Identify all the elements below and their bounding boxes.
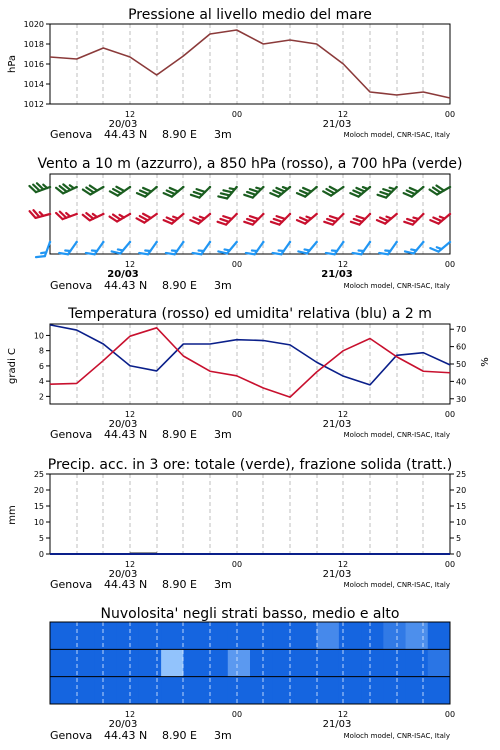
pressure-xtick-4: 00: [444, 110, 456, 119]
cloud-cell-basso: [272, 677, 295, 705]
temperature-date-1: 20/03: [108, 419, 138, 430]
cloud-cell-medio: [294, 649, 317, 677]
wind-barb-700hpa: [191, 180, 212, 201]
pressure-ytick-label: 1020: [23, 20, 44, 29]
cloud-date-2: 21/03: [322, 719, 352, 730]
pressure-panel: [7, 7, 455, 141]
wind-barb-10m-shaft: [361, 242, 370, 254]
location-altitude: 3m: [214, 128, 232, 141]
cloud-cell-alto: [383, 622, 406, 650]
wind-barb-10m: [246, 236, 265, 258]
wind-barb-10m-shaft: [335, 242, 344, 254]
precipitation-right-ytick-label: 25: [456, 470, 467, 479]
cloud-cell-alto: [161, 622, 184, 650]
model-credit: Moloch model, CNR-ISAC, Italy: [343, 282, 450, 290]
precipitation-plot-area: [34, 470, 466, 559]
cloud-xtick-4: 00: [444, 710, 456, 719]
wind-barb-700hpa: [404, 180, 425, 200]
location-lat: 44.43 N: [104, 428, 148, 441]
wind-location-line: [50, 279, 450, 292]
location-lon: 8.90 E: [162, 128, 197, 141]
model-credit: Moloch model, CNR-ISAC, Italy: [343, 732, 450, 740]
cloud-cell-medio: [428, 649, 451, 677]
cloud-cell-basso: [72, 677, 95, 705]
wind-barb-10m: [139, 236, 158, 258]
cloud-cell-medio: [317, 649, 340, 677]
cloud-plot-area: [50, 622, 451, 705]
location-lat: 44.43 N: [104, 279, 148, 292]
model-credit: Moloch model, CNR-ISAC, Italy: [343, 581, 450, 589]
cloud-cell-medio: [50, 649, 73, 677]
wind-barb-850hpa: [83, 206, 105, 223]
wind-barb-700hpa: [350, 180, 371, 200]
humidity-ytick-label: 60: [456, 342, 467, 352]
cloud-xtick-3: 12: [337, 710, 349, 719]
pressure-title: Pressione al livello medio del mare: [128, 7, 372, 23]
wind-xtick-1: 12: [124, 260, 136, 269]
wind-barb-850hpa: [271, 207, 292, 228]
precipitation-date-2: 21/03: [322, 569, 352, 580]
wind-barb-850hpa: [164, 207, 185, 227]
wind-barb-10m-shaft: [201, 242, 210, 254]
cloud-title: Nuvolosita' negli strati basso, medio e alto: [100, 606, 400, 622]
pressure-ytick-label: 1016: [23, 60, 44, 69]
cloud-cell-basso: [94, 677, 117, 705]
wind-barb-10m-shaft: [307, 242, 317, 253]
location-altitude: 3m: [214, 428, 232, 441]
wind-barb-850hpa: [110, 206, 132, 224]
temperature-xtick-2: 00: [231, 410, 243, 419]
temperature-ytick-label: 10: [33, 331, 44, 341]
humidity-ylabel: %: [480, 357, 491, 367]
wind-barb-850hpa: [377, 207, 398, 227]
cloud-cell-medio: [72, 649, 95, 677]
wind-barb-10m: [326, 236, 345, 258]
location-lon: 8.90 E: [162, 279, 197, 292]
cloud-cell-alto: [228, 622, 251, 650]
temperature-ytick-label: 6: [38, 361, 44, 371]
humidity-ytick-label: 40: [456, 377, 467, 387]
wind-barb-850hpa: [404, 207, 425, 228]
cloud-cell-basso: [50, 677, 73, 705]
cloud-cell-basso: [161, 677, 184, 705]
location-city: Genova: [50, 128, 93, 141]
pressure-line: [50, 30, 450, 98]
pressure-frame: [50, 24, 450, 104]
cloud-cell-alto: [94, 622, 117, 650]
wind-barb-850hpa: [190, 207, 211, 227]
wind-barb-10m-shaft: [388, 242, 397, 254]
temperature-plot-area: [34, 324, 466, 404]
pressure-ytick-label: 1014: [23, 80, 44, 89]
pressure-ytick-label: 1012: [23, 100, 44, 109]
cloud-cell-alto: [50, 622, 73, 650]
wind-barb-10m-shaft: [148, 242, 157, 254]
precipitation-ytick-label: 10: [33, 518, 44, 527]
precipitation-xtick-2: 00: [231, 560, 243, 569]
cloud-xtick-2: 00: [231, 710, 243, 719]
cloud-location-line: [50, 729, 450, 742]
wind-barb-850hpa: [324, 207, 345, 228]
model-credit: Moloch model, CNR-ISAC, Italy: [343, 431, 450, 439]
humidity-ytick-label: 70: [456, 325, 467, 335]
wind-barb-10m-shaft: [227, 242, 237, 253]
wind-barb-700hpa: [378, 180, 399, 201]
temperature-xtick-3: 12: [337, 410, 349, 419]
cloud-cell-alto: [139, 622, 162, 650]
wind-barb-700hpa: [297, 180, 318, 200]
precipitation-xtick-1: 12: [124, 560, 136, 569]
temperature-xtick-4: 00: [444, 410, 456, 419]
pressure-ytick-label: 1018: [23, 40, 44, 49]
cloud-cell-alto: [406, 622, 429, 650]
location-city: Genova: [50, 578, 93, 591]
wind-barb-10m-shaft: [175, 242, 184, 254]
location-city: Genova: [50, 729, 93, 742]
wind-barb-10m-shaft: [439, 242, 450, 252]
wind-barb-850hpa: [244, 207, 265, 228]
wind-barb-850hpa: [351, 207, 372, 228]
cloud-cell-medio: [250, 649, 273, 677]
temperature-ytick-label: 8: [38, 346, 44, 356]
cloud-cell-alto: [72, 622, 95, 650]
location-lon: 8.90 E: [162, 428, 197, 441]
cloud-cell-medio: [228, 649, 251, 677]
cloud-cell-medio: [161, 649, 184, 677]
pressure-date-2: 21/03: [322, 119, 352, 130]
wind-barb-10m: [59, 236, 78, 258]
wind-barb-700hpa: [430, 179, 452, 197]
precipitation-ytick-label: 25: [33, 470, 44, 479]
temperature-xtick-1: 12: [124, 410, 136, 419]
wind-barb-850hpa: [137, 207, 159, 226]
wind-barb-10m-feather: [36, 253, 45, 259]
cloud-cell-basso: [317, 677, 340, 705]
cloud-cell-alto: [361, 622, 384, 650]
pressure-xtick-3: 12: [337, 110, 349, 119]
temperature-panel: [7, 306, 491, 441]
precipitation-ytick-label: 20: [33, 486, 44, 495]
temperature-date-2: 21/03: [322, 419, 352, 430]
cloud-cell-alto: [272, 622, 295, 650]
cloud-cell-basso: [339, 677, 362, 705]
cloud-cell-basso: [228, 677, 251, 705]
wind-barb-10m: [86, 236, 105, 258]
wind-barb-10m: [273, 236, 292, 258]
wind-barb-850hpa: [30, 206, 52, 220]
precipitation-location-line: [50, 578, 450, 591]
temperature-ytick-label: 4: [38, 377, 44, 387]
wind-barb-10m: [166, 236, 185, 258]
cloud-cell-basso: [250, 677, 273, 705]
wind-barb-700hpa: [218, 181, 238, 202]
temperature-ytick-label: 2: [38, 392, 44, 402]
wind-barb-10m-shaft: [281, 242, 290, 254]
wind-barb-850hpa: [430, 207, 451, 227]
wind-barb-700hpa: [56, 179, 78, 196]
location-lat: 44.43 N: [104, 128, 148, 141]
cloud-cell-basso: [428, 677, 451, 705]
wind-barb-700hpa: [244, 180, 265, 201]
cloud-cell-medio: [183, 649, 206, 677]
location-lon: 8.90 E: [162, 729, 197, 742]
location-city: Genova: [50, 279, 93, 292]
cloud-cell-basso: [183, 677, 206, 705]
cloud-panel: [50, 606, 455, 742]
wind-xtick-3: 12: [337, 260, 349, 269]
cloud-cell-alto: [428, 622, 451, 650]
wind-barb-700hpa: [164, 180, 185, 200]
wind-barb-10m-shaft: [95, 242, 104, 254]
cloud-cell-medio: [272, 649, 295, 677]
precipitation-xtick-4: 00: [444, 560, 456, 569]
location-lon: 8.90 E: [162, 578, 197, 591]
wind-title: Vento a 10 m (azzurro), a 850 hPa (rosso), a 700 hPa (verde): [37, 156, 463, 172]
wind-barb-700hpa: [137, 180, 158, 200]
precipitation-right-ytick-label: 20: [456, 486, 467, 495]
wind-barb-10m: [430, 235, 451, 255]
wind-xtick-2: 00: [231, 260, 243, 269]
wind-xtick-4: 00: [444, 260, 456, 269]
temperature-title: Temperatura (rosso) ed umidita' relativa (blu) a 2 m: [68, 306, 432, 322]
wind-barb-10m-shaft: [255, 242, 264, 254]
precipitation-frame: [50, 474, 450, 554]
location-city: Genova: [50, 428, 93, 441]
cloud-cell-medio: [117, 649, 140, 677]
location-lat: 44.43 N: [104, 729, 148, 742]
cloud-cell-alto: [183, 622, 206, 650]
cloud-cell-alto: [339, 622, 362, 650]
wind-panel: [29, 156, 462, 292]
pressure-location-line: [50, 128, 450, 141]
cloud-date-1: 20/03: [108, 719, 138, 730]
location-altitude: 3m: [214, 279, 232, 292]
humidity-ytick-label: 50: [456, 360, 467, 369]
cloud-cell-basso: [117, 677, 140, 705]
wind-barb-700hpa: [323, 180, 345, 199]
pressure-xtick-2: 00: [231, 110, 243, 119]
wind-barb-850hpa: [297, 207, 318, 227]
cloud-cell-medio: [406, 649, 429, 677]
wind-date-2: 21/03: [321, 269, 353, 280]
cloud-cell-medio: [139, 649, 162, 677]
pressure-date-1: 20/03: [108, 119, 138, 130]
precipitation-right-ytick-label: 0: [456, 550, 462, 559]
cloud-xtick-1: 12: [124, 710, 136, 719]
wind-barb-700hpa: [270, 180, 291, 200]
wind-barb-850hpa: [218, 207, 239, 228]
precipitation-ytick-label: 15: [33, 502, 44, 511]
wind-plot-area: [29, 174, 451, 260]
cloud-cell-medio: [94, 649, 117, 677]
precipitation-right-ytick-label: 15: [456, 502, 467, 511]
cloud-cell-medio: [206, 649, 229, 677]
precipitation-panel: [7, 457, 466, 591]
cloud-cell-alto: [294, 622, 317, 650]
wind-barb-10m: [193, 236, 212, 258]
cloud-cell-basso: [383, 677, 406, 705]
precipitation-ylabel: mm: [7, 505, 18, 525]
location-altitude: 3m: [214, 729, 232, 742]
temperature-location-line: [50, 428, 450, 441]
wind-barb-10m: [36, 238, 52, 260]
precipitation-ytick-label: 5: [38, 534, 44, 543]
cloud-cell-basso: [361, 677, 384, 705]
wind-barb-10m-shaft: [68, 242, 77, 254]
temperature-frame: [50, 324, 450, 404]
location-lat: 44.43 N: [104, 578, 148, 591]
wind-barb-10m: [353, 236, 372, 258]
precipitation-xtick-3: 12: [337, 560, 349, 569]
cloud-cell-alto: [250, 622, 273, 650]
wind-barb-10m-shaft: [414, 242, 424, 253]
location-altitude: 3m: [214, 578, 232, 591]
humidity-ytick-label: 30: [456, 394, 467, 404]
pressure-plot-area: [24, 20, 450, 109]
temperature-ylabel: gradi C: [7, 348, 18, 384]
pressure-xtick-1: 12: [124, 110, 136, 119]
model-credit: Moloch model, CNR-ISAC, Italy: [343, 131, 450, 139]
cloud-cell-basso: [406, 677, 429, 705]
cloud-cell-alto: [317, 622, 340, 650]
precipitation-ytick-label: 0: [38, 550, 44, 559]
wind-barb-10m-shaft: [45, 242, 50, 256]
precipitation-date-1: 20/03: [108, 569, 138, 580]
wind-barb-700hpa: [29, 179, 51, 195]
precipitation-right-ytick-label: 5: [456, 534, 462, 543]
cloud-cell-basso: [139, 677, 162, 705]
cloud-cell-alto: [117, 622, 140, 650]
wind-barb-10m-shaft: [120, 242, 130, 253]
pressure-ylabel: hPa: [7, 54, 18, 74]
cloud-cell-basso: [206, 677, 229, 705]
wind-frame: [50, 174, 450, 254]
wind-date-1: 20/03: [107, 269, 139, 280]
cloud-cell-alto: [206, 622, 229, 650]
cloud-cell-medio: [361, 649, 384, 677]
cloud-cell-basso: [294, 677, 317, 705]
precipitation-title: Precip. acc. in 3 ore: totale (verde), frazione solida (tratt.): [47, 457, 453, 473]
wind-barb-850hpa: [56, 206, 78, 222]
cloud-cell-medio: [383, 649, 406, 677]
wind-barb-700hpa: [83, 179, 105, 197]
precipitation-right-ytick-label: 10: [456, 518, 467, 527]
wind-barb-700hpa: [110, 180, 132, 199]
wind-barb-10m: [379, 236, 398, 258]
cloud-cell-medio: [339, 649, 362, 677]
